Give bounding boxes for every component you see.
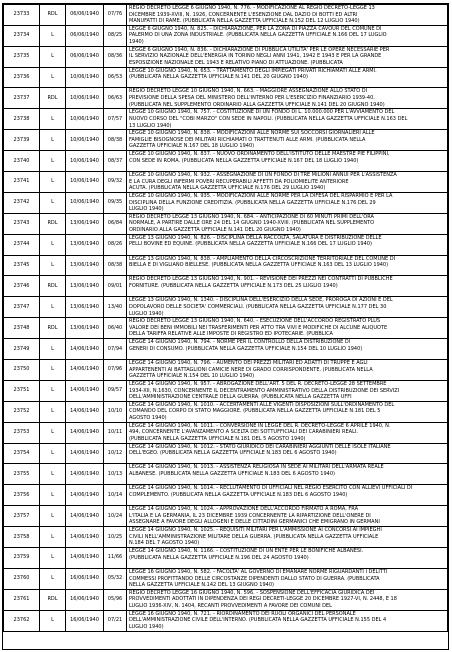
law-description-line: COMMESSI PROFITTANDO DELLE CIRCOSTANZE DIPENDENTI DALLO STATO DI GUERRA. (PUBBLICATA [129, 575, 380, 582]
law-description-line: PROVVEDIMENTI ADOTTATI IN DIPENDENZA DEI REGI DECRETI-LEGGE 20 DICEMBRE 1927-VI, N. 2448, E 18 [129, 596, 397, 603]
law-date: 13/06/1940 [66, 318, 104, 339]
law-page-ref: 10/12 [104, 443, 127, 464]
law-type: L [40, 380, 66, 401]
law-number: 23742 [4, 192, 40, 213]
law-description-line: (PUBBLICATA NELLA GAZZETTA UFFICIALE N.141 DEL 20 GIUGNO 1940) [129, 74, 308, 81]
table-row [4, 464, 448, 485]
table-row [4, 297, 448, 318]
law-date: 14/06/1940 [66, 527, 104, 548]
law-description [127, 360, 448, 381]
law-number: 23756 [4, 485, 40, 506]
table-row [4, 88, 448, 109]
law-number: 23752 [4, 401, 40, 422]
law-description-line: LEGGE 14 GIUGNO 1940, N. 1014. - RECLUTAMENTO DI UFFICIALI NEL REGIO ESERCITO CON ALLIEVI UFFICIALI DI [129, 485, 413, 492]
law-date: 13/06/1940 [66, 276, 104, 297]
law-number: 23741 [4, 172, 40, 193]
law-number: 23743 [4, 213, 40, 234]
law-page-ref: 06/40 [104, 318, 127, 339]
law-number: 23744 [4, 234, 40, 255]
law-description-line: LEGGE 10 GIUGNO 1940, N. 932. - ASSEGNAZIONE DI UN FONDO DI TRE MILIONI ANNUI PER L'ASSISTENZA [129, 172, 397, 179]
law-description [127, 130, 448, 151]
law-date: 06/06/1940 [66, 5, 104, 26]
law-number: 23745 [4, 255, 40, 276]
law-description-line: DELL'AMMINISTRAZIONE CIVILE DELL'INTERNO. (PUBBLICATA NELLA GAZZETTA UFFICIALE N.155 DEL 4 [129, 617, 387, 624]
table-row [4, 255, 448, 276]
law-type: L [40, 151, 66, 172]
law-page-ref: 10/10 [104, 401, 127, 422]
law-type: L [40, 172, 66, 193]
law-description-line: PELLI BOVINE ED EQUINE. (PUBBLICATA NELLA GAZZETTA UFFICIALE N.166 DEL 17 LUGLIO 1940) [129, 241, 372, 248]
document-page [2, 3, 449, 650]
law-description-line: (PUBBLICATA NEL SUPPLEMENTO ORDINARIO ALLA GAZZETTA UFFICIALE N.141 DEL 20 GIUGNO 1940) [129, 101, 385, 108]
law-description [127, 401, 448, 422]
law-date: 14/06/1940 [66, 339, 104, 360]
law-date: 14/06/1940 [66, 360, 104, 381]
law-description-line: DICEMBRE 1939-XVIII, N. 1926, CONCERNENTE L'ESENZIONE DAL DAZIO DI BOTTI ED ALTRI [129, 11, 358, 18]
law-description-line: LEGGE 10 GIUGNO 1940, N. 653. - TRATTAMENTO DEGLI IMPIEGATI PRIVATI RICHIAMATI ALLE ARMI. [129, 67, 377, 74]
law-number: 23734 [4, 25, 40, 46]
law-type: L [40, 130, 66, 151]
law-number: 23749 [4, 339, 40, 360]
law-page-ref: 08/26 [104, 234, 127, 255]
law-description-line: LEGGE 14 GIUGNO 1940, N. 1025. - REQUISITI MILITARI PER L'AMMISSIONE AI CONCORSI AI IMPIEGHI [129, 527, 382, 534]
law-description-line: LEGGE 6 GIUGNO 1940, N. 825. - DICHIARAZIONE, PER LA ZONA DI PIAZZA CAVOUR DEL COMUNE DI [129, 25, 382, 32]
table-row [4, 130, 448, 151]
law-page-ref: 06/84 [104, 213, 127, 234]
law-page-ref: 08/37 [104, 151, 127, 172]
law-page-ref: 06/53 [104, 67, 127, 88]
law-number: 23738 [4, 109, 40, 130]
law-description-line: (PUBBLICATA NELLA GAZZETTA UFFICIALE N.196 DEL 24 AGOSTO 1940) [129, 554, 309, 561]
law-type: L [40, 422, 66, 443]
law-description [127, 589, 448, 610]
law-date: 14/06/1940 [66, 443, 104, 464]
law-description [127, 234, 448, 255]
law-page-ref: 09/01 [104, 276, 127, 297]
law-page-ref: 07/21 [104, 610, 127, 631]
law-description [127, 568, 448, 589]
law-description [127, 380, 448, 401]
law-description-line: NUOVO CORSO DEL "COBI MARZO" CON SEDE IN NAPOLI. (PUBBLICATA NELLA GAZZETTA UFFICIALE N.163 DEL [129, 115, 408, 122]
law-description [127, 548, 448, 569]
law-page-ref: 05/96 [104, 589, 127, 610]
table-row [4, 109, 448, 130]
table-row [4, 67, 448, 88]
law-description-line: 494, CONCERNENTE L'AVANZAMENTO A SCELTA DEI SOTTUFFICIALI DEI CARABINIERI REALI. [129, 429, 358, 436]
law-description-line: L'ITALIA E LA GERMANIA, IL 23 DICEMBRE 1939 CONCERNENTE LA RIPARTIZIONE DELL'ONERE DI [129, 512, 371, 519]
law-description [127, 527, 448, 548]
law-number: 23735 [4, 46, 40, 67]
law-page-ref: 08/38 [104, 130, 127, 151]
law-page-ref: 07/94 [104, 339, 127, 360]
law-type: RDL [40, 88, 66, 109]
law-page-ref: 07/96 [104, 360, 127, 381]
law-page-ref: 10/13 [104, 464, 127, 485]
law-type: L [40, 527, 66, 548]
law-number: 23757 [4, 506, 40, 527]
law-description-line: N.184 DEL 7 AGOSTO 1940) [129, 540, 200, 547]
law-type: L [40, 443, 66, 464]
law-type: RDL [40, 589, 66, 610]
law-description-line: PREVISIONE DELLA SPESA DEL MINISTERO DELL'INTERNO PER L'ESERCIZIO FINANZIARIO 1939-40. [129, 95, 375, 102]
law-date: 16/06/1940 [66, 589, 104, 610]
law-description-line: LEGGE 14 GIUGNO 1940, N. 1012. - STATO GIURIDICO DEI CARABINIERI AGGIUNTI DELLE ISOLE ITALIANE [129, 443, 391, 450]
law-description-line: GAZZETTA UFFICIALE N.167 DEL 18 LUGLIO 1940) [129, 143, 255, 150]
law-description-line: LEGGE 14 GIUGNO 1940, N. 1011. - CONVERSIONE IN LEGGE DEL R. DECRETO-LEGGE 6 APRILE 1940, N. [129, 422, 391, 429]
law-table-body [4, 5, 448, 632]
law-description [127, 255, 448, 276]
law-description-line: MANUFATTI DI RAME. (PUBBLICATA NELLA GAZZETTA UFFICIALE N.152 DEL 12 LUGLIO 1940) [129, 18, 360, 25]
law-description-line: LEGGE 14 GIUGNO 1940, N. 796. - AUMENTO DEI PREZZI MILITARI ED ADATTI DI TRUPPE E AGLI [129, 360, 368, 367]
law-page-ref: 08/36 [104, 46, 127, 67]
law-description-line: LEGGE 14 GIUGNO 1940, N. 1013. - ASSISTENZA RELIGIOSA IN SEDE AI MILITARI DELL'ARMATA REALE [129, 464, 384, 471]
law-description-line: DELL'AMMINISTRAZIONE CENTRALE DELLA GUERRA. (PUBBLICATA NELLA GAZZETTA UFFI [129, 394, 352, 401]
law-description-line: LUGLIO 1940) [129, 310, 164, 317]
law-number: 23737 [4, 88, 40, 109]
law-date: 06/06/1940 [66, 25, 104, 46]
law-number: 23751 [4, 380, 40, 401]
law-description [127, 610, 448, 631]
law-description-line: DISCIPLINA DELLA FUNZIONE CREDITIZIA. (PUBBLICATA NELLA GAZZETTA UFFICIALE N.176 DEL 29 [129, 199, 376, 206]
law-number: 23748 [4, 318, 40, 339]
law-description-line: VALORE DEI BENI IMMOBILI NEI TRASFERIMENTI PER ATTO TRA VIVI E MODIFICHE DI ALCUNE ALIQUOTE [129, 324, 388, 331]
table-row [4, 339, 448, 360]
table-row [4, 443, 448, 464]
law-description [127, 25, 448, 46]
law-description [127, 297, 448, 318]
law-description [127, 485, 448, 506]
law-description-line: LEGGE 10 GIUGNO 1940, N. 837. - NUOVO ORDINAMENTO DELL'ISTITUTO DELLE MAESTRE PIE FILIPPINI, [129, 151, 390, 158]
law-number: 23759 [4, 548, 40, 569]
law-description-line: APPARTENENTI AI BATTAGLIONI CAMICIE NERE DI GRADO CORRISPONDENTE. (PUBBLICATA NELLA [129, 366, 373, 373]
law-description-line: ORDINARIO ALLA GAZZETTA UFFICIALE N.141 DEL 20 GIUGNO 1940) [129, 226, 301, 233]
law-page-ref: 09/35 [104, 192, 127, 213]
law-number: 23733 [4, 5, 40, 26]
table-row [4, 527, 448, 548]
law-description-line: REGIO DECRETO LEGGE 10 GIUGNO 1940, N. 663. - MAGGIORE ASSEGNAZIONE ALLO STATO DI [129, 88, 368, 95]
law-page-ref: 05/32 [104, 568, 127, 589]
law-page-ref: 10/11 [104, 422, 127, 443]
law-type: L [40, 109, 66, 130]
law-description [127, 67, 448, 88]
law-number: 23753 [4, 422, 40, 443]
law-description-line: LEGGE 13 GIUGNO 1940, N. 826. - DISCIPLINA DELLA RACCOLTA, SALATURA E DISTRIBUZIONE DELLE [129, 234, 382, 241]
law-description [127, 192, 448, 213]
law-type: L [40, 339, 66, 360]
law-date: 10/06/1940 [66, 172, 104, 193]
table-row [4, 151, 448, 172]
table-row [4, 46, 448, 67]
law-type: L [40, 25, 66, 46]
law-type: L [40, 610, 66, 631]
law-description [127, 109, 448, 130]
table-row [4, 234, 448, 255]
law-date: 16/06/1940 [66, 568, 104, 589]
law-description-line: LUGLIO 1936-XIV, N. 1404, RECANTI PROVVEDIMENTI A FAVORE DEI COMUNI DEL [129, 603, 332, 610]
law-description-line: NORMALE, A PARTIRE DALLE ORE 24 DEL 14 GIUGNO 1940-XVIII. (PUBBLICATA NEL SUPPLEMENTO [129, 220, 375, 227]
law-number: 23750 [4, 360, 40, 381]
law-description-line: LEGGE 14 GIUGNO 1940, N. 1024. - APPROVAZIONE DELL'ACCORDO FIRMATO A ROMA, FRA [129, 506, 358, 513]
law-number: 23758 [4, 527, 40, 548]
law-number: 23754 [4, 443, 40, 464]
law-description-line: BIELLA E DI VIGLIANO BIELLESE. (PUBBLICATA NELLA GAZZETTA UFFICIALE N.163 DEL 13 LUGLIO 1940) [129, 262, 389, 269]
law-type: L [40, 67, 66, 88]
law-type: L [40, 297, 66, 318]
law-description-line: LEGGE 6 GIUGNO 1940, N. 836. - DICHIARAZIONE DI PUBBLICA UTILITA' PER LE OPERE NECESSARIE PER [129, 46, 390, 53]
law-description-line: IL SERVIZIO NAZIONALE DELL'ENERGIA IN TORINO NEGLI ANNI 1941, 1942 E 1943 E PER LA GRANDE [129, 53, 382, 60]
law-description [127, 5, 448, 26]
law-description-line: LEGGE 14 GIUGNO 1940, N. 957. - ABROGAZIONE DELL'ART. 5 DEL R. DECRETO-LEGGE 28 SETTEMBRE [129, 380, 387, 387]
law-page-ref: 08/38 [104, 255, 127, 276]
law-description-line: LEGGE 13 GIUGNO 1940, N. 1340. - DISCIPLINA DELL'ESERCIZIO DELLA SEDE, PROROGA DI AZIONI E DEL [129, 297, 393, 304]
law-description-line: FORNITURE. (PUBBLICATA NELLA GAZZETTA UFFICIALE N.173 DEL 25 LUGLIO 1940) [129, 283, 338, 290]
law-description-line: (PUBBLICATA NELLA GAZZETTA UFFICIALE N.181 DEL 5 AGOSTO 1940) [129, 435, 306, 442]
law-type: RDL [40, 318, 66, 339]
law-type: L [40, 360, 66, 381]
law-description-line: PALERMO DI UNA ZONA INDUSTRIALE. (PUBBLICATA NELLA GAZZETTA UFFICIALE N.166 DEL 17 LUGLIO [129, 32, 387, 39]
law-page-ref: 09/57 [104, 380, 127, 401]
law-date: 14/06/1940 [66, 464, 104, 485]
law-description [127, 422, 448, 443]
law-date: 10/06/1940 [66, 192, 104, 213]
law-date: 14/06/1940 [66, 380, 104, 401]
law-description-line: CON SEDE IN ROMA. (PUBBLICATA NELLA GAZZETTA UFFICIALE N.167 DEL 18 LUGLIO 1940) [129, 157, 359, 164]
table-row [4, 172, 448, 193]
law-page-ref: 13/40 [104, 297, 127, 318]
law-description-line: REGIO DECRETO LEGGE 16 GIUGNO 1940, N. 596. - SOSPENSIONE DELL'EFFICACIA GIURIDICA DEI [129, 589, 375, 596]
law-description-line: REGIO DECRETO LEGGE 6 GIUGNO 1940, N. 776. - MODIFICAZIONE AL REGIO DECRETO-LEGGE 13 [129, 5, 375, 11]
law-description-line: GENERI DI CONSUMO. (PUBBLICATA NELLA GAZZETTA UFFICIALE N.154 DEL 10 LUGLIO 1940) [129, 345, 363, 352]
law-date: 10/06/1940 [66, 109, 104, 130]
law-description-line: ALBANESE. (PUBBLICATA NELLA GAZZETTA UFFICIALE N.183 DEL 6 AGOSTO 1940) [129, 471, 335, 478]
law-description-line: LEGGE 13 GIUGNO 1940, N. 838. - AMPLIAMENTO DELLA CIRCOSCRIZIONE TERRITORIALE DEL COMUNE DI [129, 255, 396, 262]
law-description [127, 506, 448, 527]
law-description-line: LEGGE 16 GIUGNO 1940, N. 582. - FACOLTA' AL GOVERNO DI EMANARE NORME RIGUARDANTI I DELITTI [129, 568, 388, 575]
law-date: 14/06/1940 [66, 506, 104, 527]
law-date: 13/06/1940 [66, 234, 104, 255]
law-description [127, 443, 448, 464]
law-description-line: E LA CURA DEGLI INFERMI POVERI RECUPERABILI AFFETTI DA POLIOMIELITE ANTERIORE [129, 178, 349, 185]
table-row [4, 506, 448, 527]
law-description [127, 151, 448, 172]
law-description-line: GAZZETTA UFFICIALE N.154 DEL 10 LUGLIO 1940) [129, 373, 255, 380]
law-number: 23747 [4, 297, 40, 318]
law-description-line: COMANDO DEL CORPO DI STATO MAGGIORE. (PUBBLICATA NELLA GAZZETTA UFFICIALE N.181 DEL 5 [129, 408, 381, 415]
law-page-ref: 07/76 [104, 5, 127, 26]
law-description [127, 318, 448, 339]
law-description-line: LEGGE 10 GIUGNO 1940, N. 757. - COSTITUZIONE DI UN FONDO DI L. 10.000.000 PER L'AVVIAMENTO DEL [129, 109, 395, 116]
law-page-ref: 10/14 [104, 485, 127, 506]
law-description-line: LEGGE 14 GIUGNO 1940, N. 794. - NORME PER IL CONTROLLO DELLA DISTRIBUZIONE DI [129, 339, 351, 346]
law-type: L [40, 506, 66, 527]
law-type: L [40, 401, 66, 422]
law-description-line: DELL'EGEO. (PUBBLICATA NELLA GAZZETTA UFFICIALE N.183 DEL 6 AGOSTO 1940) [129, 450, 337, 457]
law-description-line: ESPOSIZIONE NAZIONALE DEL 1943 E RELATIVO PIANO DI ATTUAZIONE. (PUBBLICATA [129, 59, 343, 66]
law-description-line: REGIO DECRETO LEGGE 13 GIUGNO 1940, N. 640. - ESECUZIONE DELL'ACCORDO REGISTRATO PLUS [129, 318, 381, 325]
law-page-ref: 11/66 [104, 548, 127, 569]
law-date: 14/06/1940 [66, 548, 104, 569]
law-description-line: REGIO DECRETO LEGGE 13 GIUGNO 1940, N. 901. - REVISIONE DEI PREZZI NEI CONTRATTI DI PUBBLICHE [129, 276, 393, 283]
law-description [127, 172, 448, 193]
law-type: RDL [40, 213, 66, 234]
law-page-ref: 08/25 [104, 25, 127, 46]
law-number: 23739 [4, 130, 40, 151]
law-description [127, 213, 448, 234]
law-date: 14/06/1940 [66, 422, 104, 443]
law-description [127, 88, 448, 109]
law-description-line: ASSEGNARE A FAVORE DEGLI ALLOGENI E DELLE CITTADINI GERMANICI CHE EMIGRANO IN GERMANI [129, 519, 380, 526]
law-number: 23736 [4, 67, 40, 88]
law-type: RDL [40, 5, 66, 26]
law-description-line: LEGGE 10 GIUGNO 1940, N. 935. - MODIFICAZIONI ALLE NORME PER LA DIFESA DEL RISPARMIO E PER LA [129, 192, 393, 199]
law-date: 13/06/1940 [66, 255, 104, 276]
law-description-line: AGOSTO 1940) [129, 415, 167, 421]
law-description [127, 339, 448, 360]
law-description-line: 1940) [129, 38, 144, 45]
law-description-line: 13 LUGLIO 1940) [129, 122, 172, 129]
table-row [4, 192, 448, 213]
law-page-ref: 09/32 [104, 172, 127, 193]
law-description-line: ACUTA. (PUBBLICATA NELLA GAZZETTA UFFICIALE N.176 DEL 29 LUGLIO 1940) [129, 185, 326, 192]
law-type: L [40, 568, 66, 589]
table-row [4, 401, 448, 422]
law-date: 14/06/1940 [66, 401, 104, 422]
law-date: 10/06/1940 [66, 67, 104, 88]
law-page-ref: 06/63 [104, 88, 127, 109]
table-row [4, 360, 448, 381]
table-row [4, 485, 448, 506]
law-description [127, 464, 448, 485]
law-description-line: FAMIGLIE BISOGNOSE DEI MILITARI RICHIAMATI O TRATTENUTI ALLE ARMI. (PUBBLICATA NELLA [129, 136, 366, 143]
law-number: 23761 [4, 589, 40, 610]
law-date: 06/06/1940 [66, 46, 104, 67]
table-row [4, 568, 448, 589]
law-date: 14/06/1940 [66, 485, 104, 506]
law-type: RDL [40, 276, 66, 297]
table-row [4, 589, 448, 610]
law-description-line: DELLA TARIFFA RELATIVE ALLE IMPOSTE DI REGISTRO ED IPOTECARIE. (PUBBLICA [129, 331, 333, 338]
law-description-line: REGIO DECRETO LEGGE 13 GIUGNO 1940, N. 684. - ANTICIPAZIONE DI 60 MINUTI PRIMI DELL'ORA [129, 213, 374, 220]
law-description [127, 276, 448, 297]
law-description-line: NELLA GAZZETTA UFFICIALE N.142 DEL 13 GIUGNO 1940) [129, 582, 274, 589]
law-date: 10/06/1940 [66, 130, 104, 151]
law-type: L [40, 192, 66, 213]
law-description-line: CIVILI NELL'AMMINISTRAZIONE MILITARE DELLA GUERRA. (PUBBLICATA NELLA GAZZETTA UFFICIALE [129, 533, 379, 540]
law-page-ref: 10/25 [104, 527, 127, 548]
table-row [4, 213, 448, 234]
law-page-ref: 07/57 [104, 109, 127, 130]
law-description-line: COMPLEMENTO. (PUBBLICATA NELLA GAZZETTA UFFICIALE N.183 DEL 6 AGOSTO 1940) [129, 491, 348, 498]
table-row [4, 422, 448, 443]
table-row [4, 548, 448, 569]
law-type: L [40, 255, 66, 276]
law-number: 23760 [4, 568, 40, 589]
law-description-line: LUGLIO 1940) [129, 206, 164, 213]
law-description-line: LEGGE 14 GIUGNO 1940, N. 1166. - COSTITUZIONE DI UN ENTE PER LE BONIFICHE ALBANESI. [129, 548, 364, 555]
law-date: 10/06/1940 [66, 151, 104, 172]
table-row [4, 5, 448, 26]
law-type: L [40, 46, 66, 67]
law-description-line: LEGGE 16 GIUGNO 1940, N. 721. - RIORDINAMENTO DEI RUOLI ORGANICI DEL PERSONALE [129, 610, 356, 617]
law-type: L [40, 234, 66, 255]
law-description-line: 1934-XII, N.1630, CONCERNENTE IL DECENTRAMENTO AMMINISTRATIVO DELLA DISTRIBUZIONE DEI SERVIZI [129, 387, 400, 394]
law-description-line: LEGGE 10 GIUGNO 1940, N. 838. - MODIFICAZIONI ALLE NORME SUI SOCCORSI GIORNALIERI ALLE [129, 130, 375, 137]
law-date: 13/06/1940 [66, 297, 104, 318]
law-date: 13/06/1940 [66, 213, 104, 234]
law-date: 16/06/1940 [66, 610, 104, 631]
law-number: 23746 [4, 276, 40, 297]
table-row [4, 380, 448, 401]
law-number: 23762 [4, 610, 40, 631]
law-date: 10/06/1940 [66, 88, 104, 109]
law-description-line: LUGLIO 1940) [129, 623, 164, 630]
table-row [4, 25, 448, 46]
table-row [4, 276, 448, 297]
law-description-line: LEGGE 14 GIUGNO 1940, N. 1010. - ACCERTAMENTI ALLE VIGENTI DISPOSIZIONI SULL'ORDINAMENTO DEL [129, 401, 395, 408]
law-description-line: DOPOLAVORO DELLE SOCIETA' COMMERCIALI. (PUBBLICATA NELLA GAZZETTA UFFICIALE N.177 DEL 30 [129, 303, 387, 310]
law-type: L [40, 464, 66, 485]
law-table [3, 4, 448, 632]
law-page-ref: 10/24 [104, 506, 127, 527]
law-type: L [40, 548, 66, 569]
law-number: 23755 [4, 464, 40, 485]
law-type: L [40, 485, 66, 506]
law-description [127, 46, 448, 67]
table-row [4, 610, 448, 631]
table-row [4, 318, 448, 339]
law-number: 23740 [4, 151, 40, 172]
